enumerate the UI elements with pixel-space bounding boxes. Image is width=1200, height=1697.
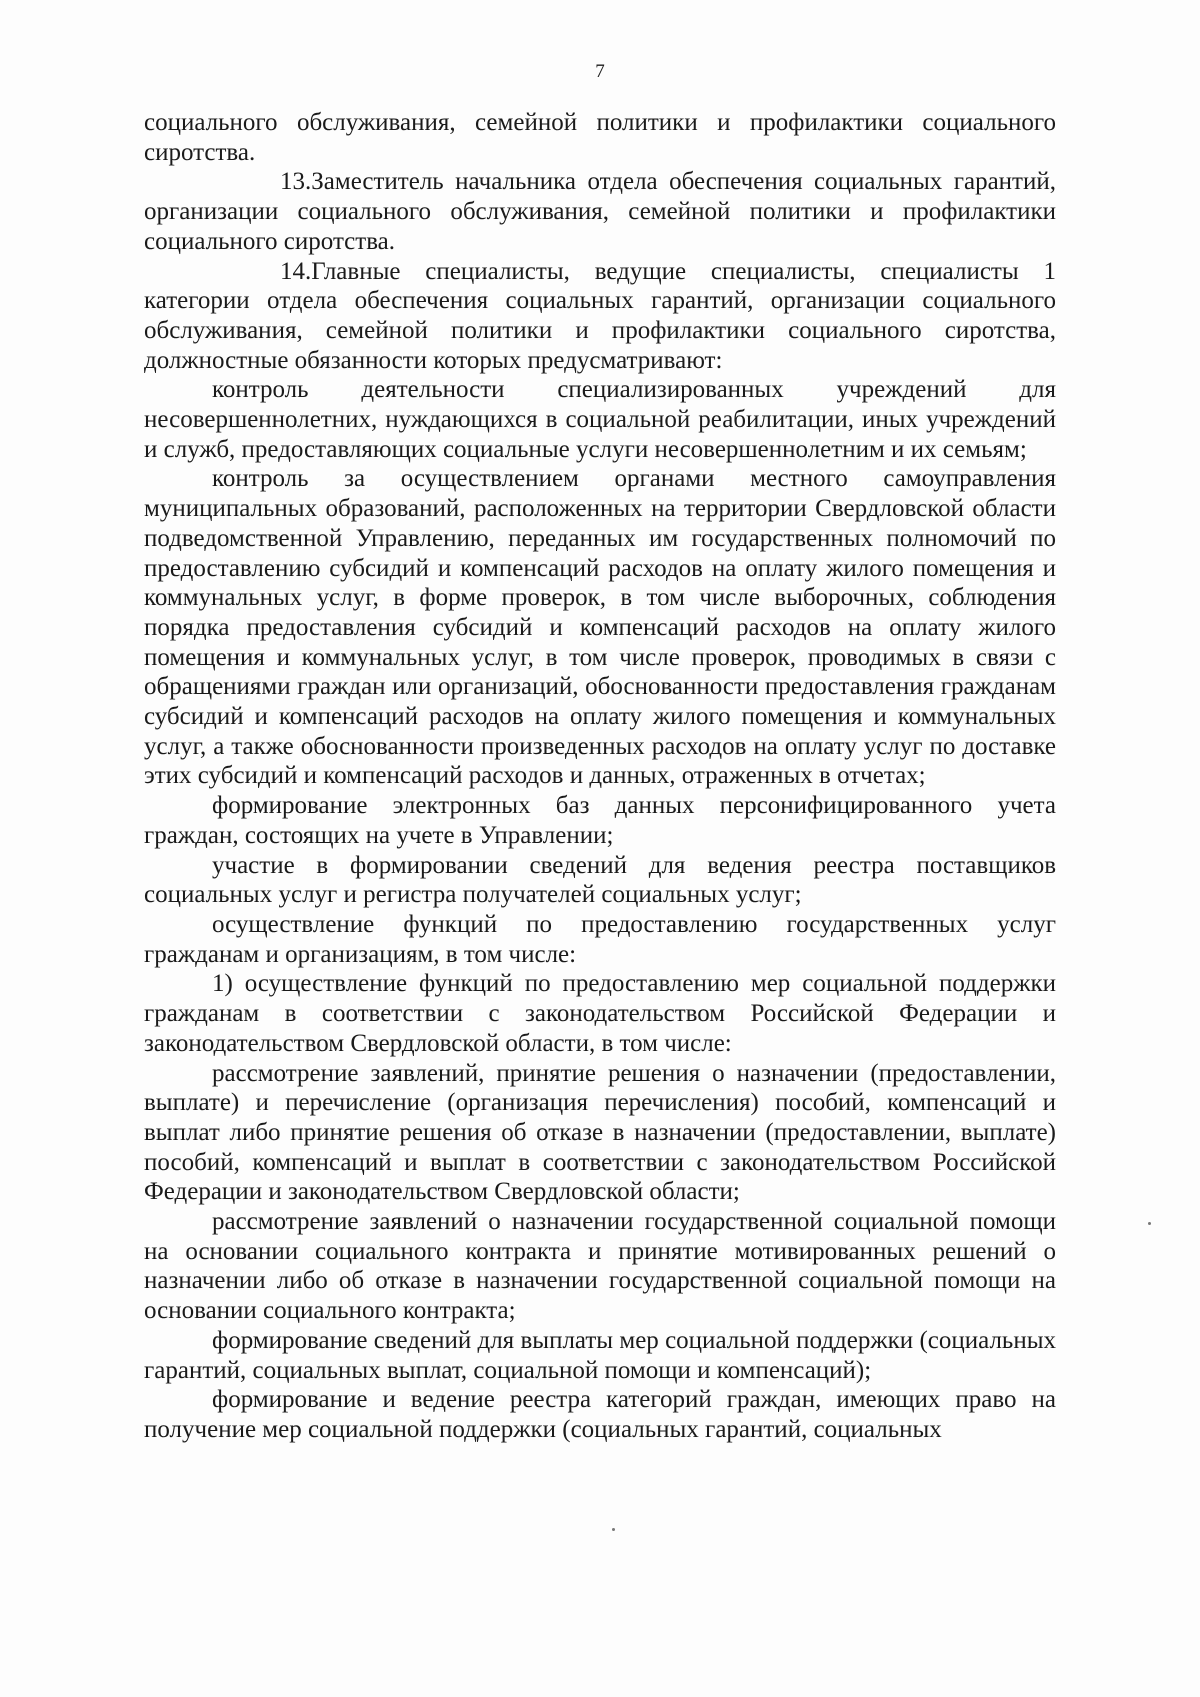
paragraph-text: 1) осуществление функций по предоставлению мер социальной поддержки гражданам в соответствии с законодательством Российской Федерации и законодательством Свердловской области, в том числе: — [144, 970, 1056, 1057]
paragraph — [144, 1326, 1056, 1385]
scan-speck — [1148, 1222, 1151, 1225]
paragraph — [144, 910, 1056, 969]
paragraph-text: рассмотрение заявлений, принятие решения о назначении (предоставлении, выплате) и перечисление (организация перечисления) пособий, компенсаций и выплат либо принятие решения об отказе в назначении (предоставлении, выплате) пособий, компенсаций и выплат в соответствии с законодательством Российской Федерации и законодательством Свердловской области; — [144, 1059, 1056, 1206]
paragraph-continuation — [144, 108, 1056, 167]
paragraph-text: Главные специалисты, ведущие специалисты, специалисты 1 категории отдела обеспечения социальных гарантий, организации социального обслуживания, семейной политики и профилактики социального сиротства, должностные обязанности которых предусматривают: — [144, 257, 1056, 374]
paragraph-text: контроль за осуществлением органами местного самоуправления муниципальных образований, расположенных на территории Свердловской области подведомственной Управлению, переданных им государственных полномочий по предоставлению субсидий и компенсаций расходов на оплату жилого помещения и коммунальных услуг, в форме проверок, в том числе выборочных, соблюдения порядка предоставления субсидий и компенсаций расходов на оплату жилого помещения и коммунальных услуг, в том числе проверок, проводимых в связи с обращениями граждан или организаций, обоснованности предоставления гражданам субсидий и компенсаций расходов на оплату жилого помещения и коммунальных услуг, а также обоснованности произведенных расходов на оплату услуг по доставке этих субсидий и компенсаций расходов и данных, отраженных в отчетах; — [144, 465, 1056, 790]
item-number: 13. — [280, 168, 312, 196]
paragraph — [144, 851, 1056, 910]
paragraph — [144, 375, 1056, 464]
document-body — [144, 108, 1056, 1445]
scan-speck — [612, 1528, 615, 1531]
item-number: 14. — [280, 257, 312, 285]
paragraph — [144, 1385, 1056, 1444]
paragraph — [144, 1207, 1056, 1326]
paragraph-text: рассмотрение заявлений о назначении государственной социальной помощи на основании социального контракта и принятие мотивированных решений о назначении либо об отказе в назначении государственной социальной помощи на основании социального контракта; — [144, 1208, 1056, 1325]
paragraph — [144, 969, 1056, 1058]
paragraph-text: формирование сведений для выплаты мер социальной поддержки (социальных гарантий, социальных выплат, социальной помощи и компенсаций); — [144, 1326, 1056, 1384]
page-number: 7 — [595, 61, 605, 82]
paragraph-text: социального обслуживания, семейной политики и профилактики социального сиротства. — [144, 109, 1056, 166]
paragraph-text: формирование и ведение реестра категорий граждан, имеющих право на получение мер социальной поддержки (социальных гарантий, социальных — [144, 1386, 1056, 1443]
paragraph-text: осуществление функций по предоставлению государственных услуг гражданам и организациям, в том числе: — [144, 910, 1056, 968]
paragraph-text: формирование электронных баз данных персонифицированного учета граждан, состоящих на учете в Управлении; — [144, 792, 1056, 849]
paragraph-item-13 — [144, 167, 1056, 256]
paragraph-text: участие в формировании сведений для ведения реестра поставщиков социальных услуг и регистра получателей социальных услуг; — [144, 851, 1056, 909]
paragraph — [144, 1059, 1056, 1208]
paragraph-text: Заместитель начальника отдела обеспечения социальных гарантий, организации социального обслуживания, семейной политики и профилактики социального сиротства. — [144, 168, 1056, 255]
paragraph — [144, 791, 1056, 850]
paragraph-text: контроль деятельности специализированных учреждений для несовершеннолетних, нуждающихся в социальной реабилитации, иных учреждений и служб, предоставляющих социальные услуги несовершеннолетним и их семьям; — [144, 376, 1056, 463]
paragraph — [144, 464, 1056, 791]
paragraph-item-14 — [144, 257, 1056, 376]
